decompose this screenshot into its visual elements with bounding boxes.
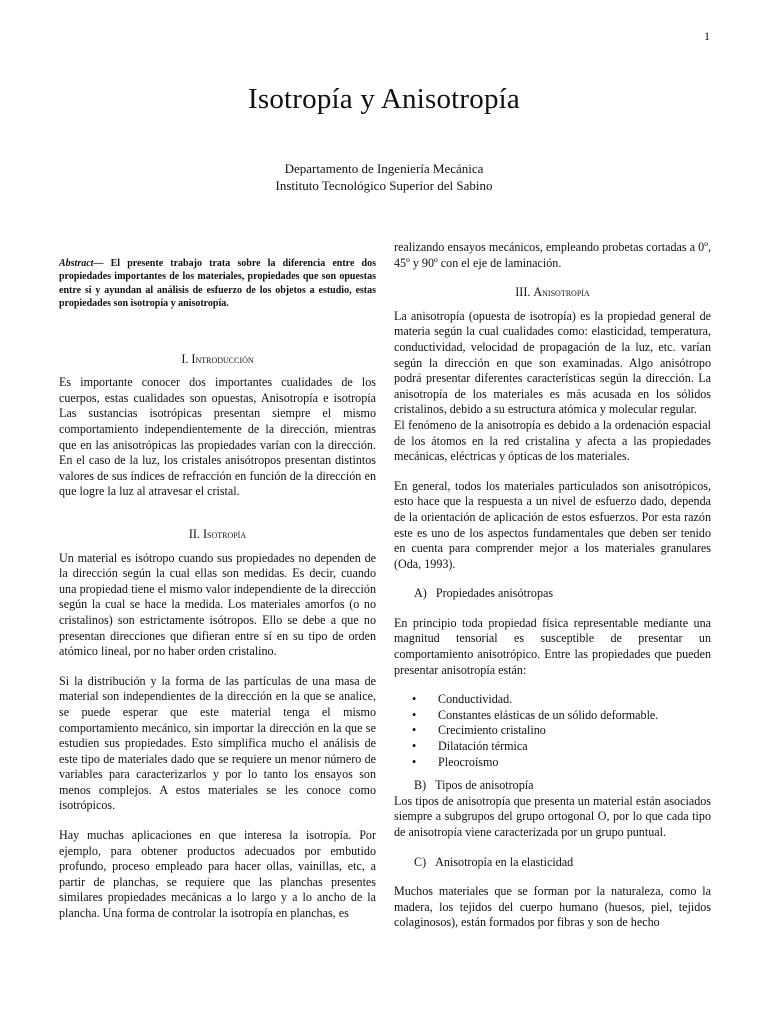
section-heading-anisotropia bbox=[394, 285, 711, 301]
section-title: Introducción bbox=[191, 351, 254, 366]
continuation-paragraph: realizando ensayos mecánicos, empleando probetas cortadas a 0º, 45º y 90º con el eje de laminación. bbox=[394, 240, 711, 270]
subsection-label: B) bbox=[414, 778, 427, 793]
properties-list bbox=[394, 692, 711, 770]
anisotropia-paragraph-3: En general, todos los materiales particulados son anisotrópicos, esto hace que la respuesta a un nivel de esfuerzo dado, dependa de la orientación de aplicación de estos esfuerzos. Por esta razón este es uno de los aspectos fundamentales que deben ser tenido en cuenta para comprender mejor a los materiales granulares (Oda, 1993). bbox=[394, 478, 711, 571]
isotropia-paragraph-3: Hay muchas aplicaciones en que interesa la isotropía. Por ejemplo, para obtener productos adecuados por embutido profundo, proceso empleado para hacer ollas, vainillas, etc, a partir de planchas, se requiere que las planchas presentes similares propiedades mecánicas a lo largo y a lo ancho de la plancha. Una forma de controlar la isotropía en planchas, es bbox=[59, 828, 376, 921]
anisotropia-paragraph-2: El fenómeno de la anisotropía es debido a la ordenación espacial de los átomos en la red cristalina y afecta a las propiedades mecánicas, eléctricas y ópticas de los materiales. bbox=[394, 417, 711, 464]
affiliation-department: Departamento de Ingeniería Mecánica bbox=[284, 161, 484, 176]
section-title: Anisotropía bbox=[533, 285, 590, 300]
list-item: • Crecimiento cristalino bbox=[438, 723, 711, 739]
intro-paragraph: Es importante conocer dos importantes cualidades de los cuerpos, estas cualidades son opuestas, Anisotropía e isotropía Las sustancias isotrópicas presentan siempre el mismo comportamiento independientemente de la dirección, mientras que en las anisotrópicas las propiedades varían con la dirección. En el caso de la luz, los cristales anisótropos presentan distintos valores de sus índices de refracción en función de la dirección en que logre la luz al atravesar el cristal. bbox=[59, 375, 376, 499]
subsection-title: Propiedades anisótropas bbox=[435, 586, 554, 601]
paper-title: Isotropía y Anisotropía bbox=[247, 83, 520, 115]
elasticidad-paragraph: Muchos materiales que se forman por la naturaleza, como la madera, los tejidos del cuerpo humano (huesos, piel, tejidos colaginosos), están formados por fibras y son de hecho bbox=[394, 884, 711, 930]
subsection-heading-c bbox=[394, 855, 711, 871]
page-number: 1 bbox=[704, 29, 710, 43]
subsection-heading-a bbox=[394, 586, 711, 602]
subsection-label: C) bbox=[414, 854, 427, 869]
abstract-lead: Abstract bbox=[59, 258, 94, 269]
anisotropia-paragraph-1: La anisotropía (opuesta de isotropía) es la propiedad general de materia según la cual cualidades como: elasticidad, temperatura, conductividad, velocidad de propagación de la luz, etc. varían según la dirección en que son examinadas. Algo anisótropo podrá presentar diferentes características según la dirección. La anisotropía de los materiales es más acusada en los sólidos cristalinos, debido a su estructura atómica y molecular regular. bbox=[394, 308, 711, 417]
subsection-label: A) bbox=[414, 586, 427, 601]
abstract-text: — El presente trabajo trata sobre la diferencia entre dos propiedades importantes de los materiales, propiedades que son opuestas entre si y ayundan al análisis de esfuerzo de los objetos a estudio, estas propiedades son isotropía y anisotropía. bbox=[59, 258, 376, 310]
list-item: • Conductividad. bbox=[438, 692, 711, 708]
section-number: II. bbox=[188, 526, 200, 541]
section-number: III. bbox=[515, 285, 531, 300]
section-heading-isotropia bbox=[59, 527, 376, 543]
propiedades-paragraph: En principio toda propiedad física representable mediante una magnitud tensorial es susceptible de presentar un comportamiento anisotrópico. Entre las propiedades que pueden presentar anisotropía están: bbox=[394, 615, 711, 677]
subsection-title: Tipos de anisotropía bbox=[435, 778, 534, 793]
affiliation bbox=[0, 160, 768, 194]
section-number: I. bbox=[181, 351, 189, 366]
subsection-heading-b bbox=[394, 778, 711, 794]
isotropia-paragraph-2: Si la distribución y la forma de las partículas de una masa de material son independientes de la dirección en la que se analice, se puede esperar que este material tenga el mismo comportamiento mecánico, sin importar la dirección en la que se estudien sus propiedades. Esto simplifica mucho el análisis de este tipo de materiales dado que se requiere un menor número de variables para caracterizarlos y por lo tanto los ensayos son menos complejos. A estos materiales se les conoce como isotrópicos. bbox=[59, 673, 376, 813]
list-item: • Pleocroísmo bbox=[438, 755, 711, 771]
tipos-paragraph: Los tipos de anisotropía que presenta un material están asociados siempre a subgrupos del grupo ortogonal O, por lo que cada tipo de anisotropía viene caracterizada por un grupo puntual. bbox=[394, 793, 711, 839]
list-item: • Dilatación térmica bbox=[438, 739, 711, 755]
list-item: • Constantes elásticas de un sólido deformable. bbox=[438, 708, 711, 724]
abstract bbox=[59, 257, 376, 311]
section-title: Isotropía bbox=[202, 526, 247, 541]
left-column bbox=[59, 240, 376, 922]
subsection-title: Anisotropía en la elasticidad bbox=[435, 854, 574, 869]
isotropia-paragraph-1: Un material es isótropo cuando sus propiedades no dependen de la dirección según la cual ellas son medidas. Es decir, cuando una propiedad tiene el mismo valor independiente de la dirección según la cual se hace la medida. Los materiales amorfos (o no cristalinos) son estrictamente isótropos. Ello se debe a que no presentan direcciones que difieran entre sí en su tipo de orden atómico lineal, por no haber orden cristalino. bbox=[59, 550, 376, 659]
section-heading-introduccion bbox=[59, 352, 376, 368]
right-column bbox=[394, 240, 711, 931]
affiliation-institute: Instituto Tecnológico Superior del Sabino bbox=[275, 178, 493, 193]
